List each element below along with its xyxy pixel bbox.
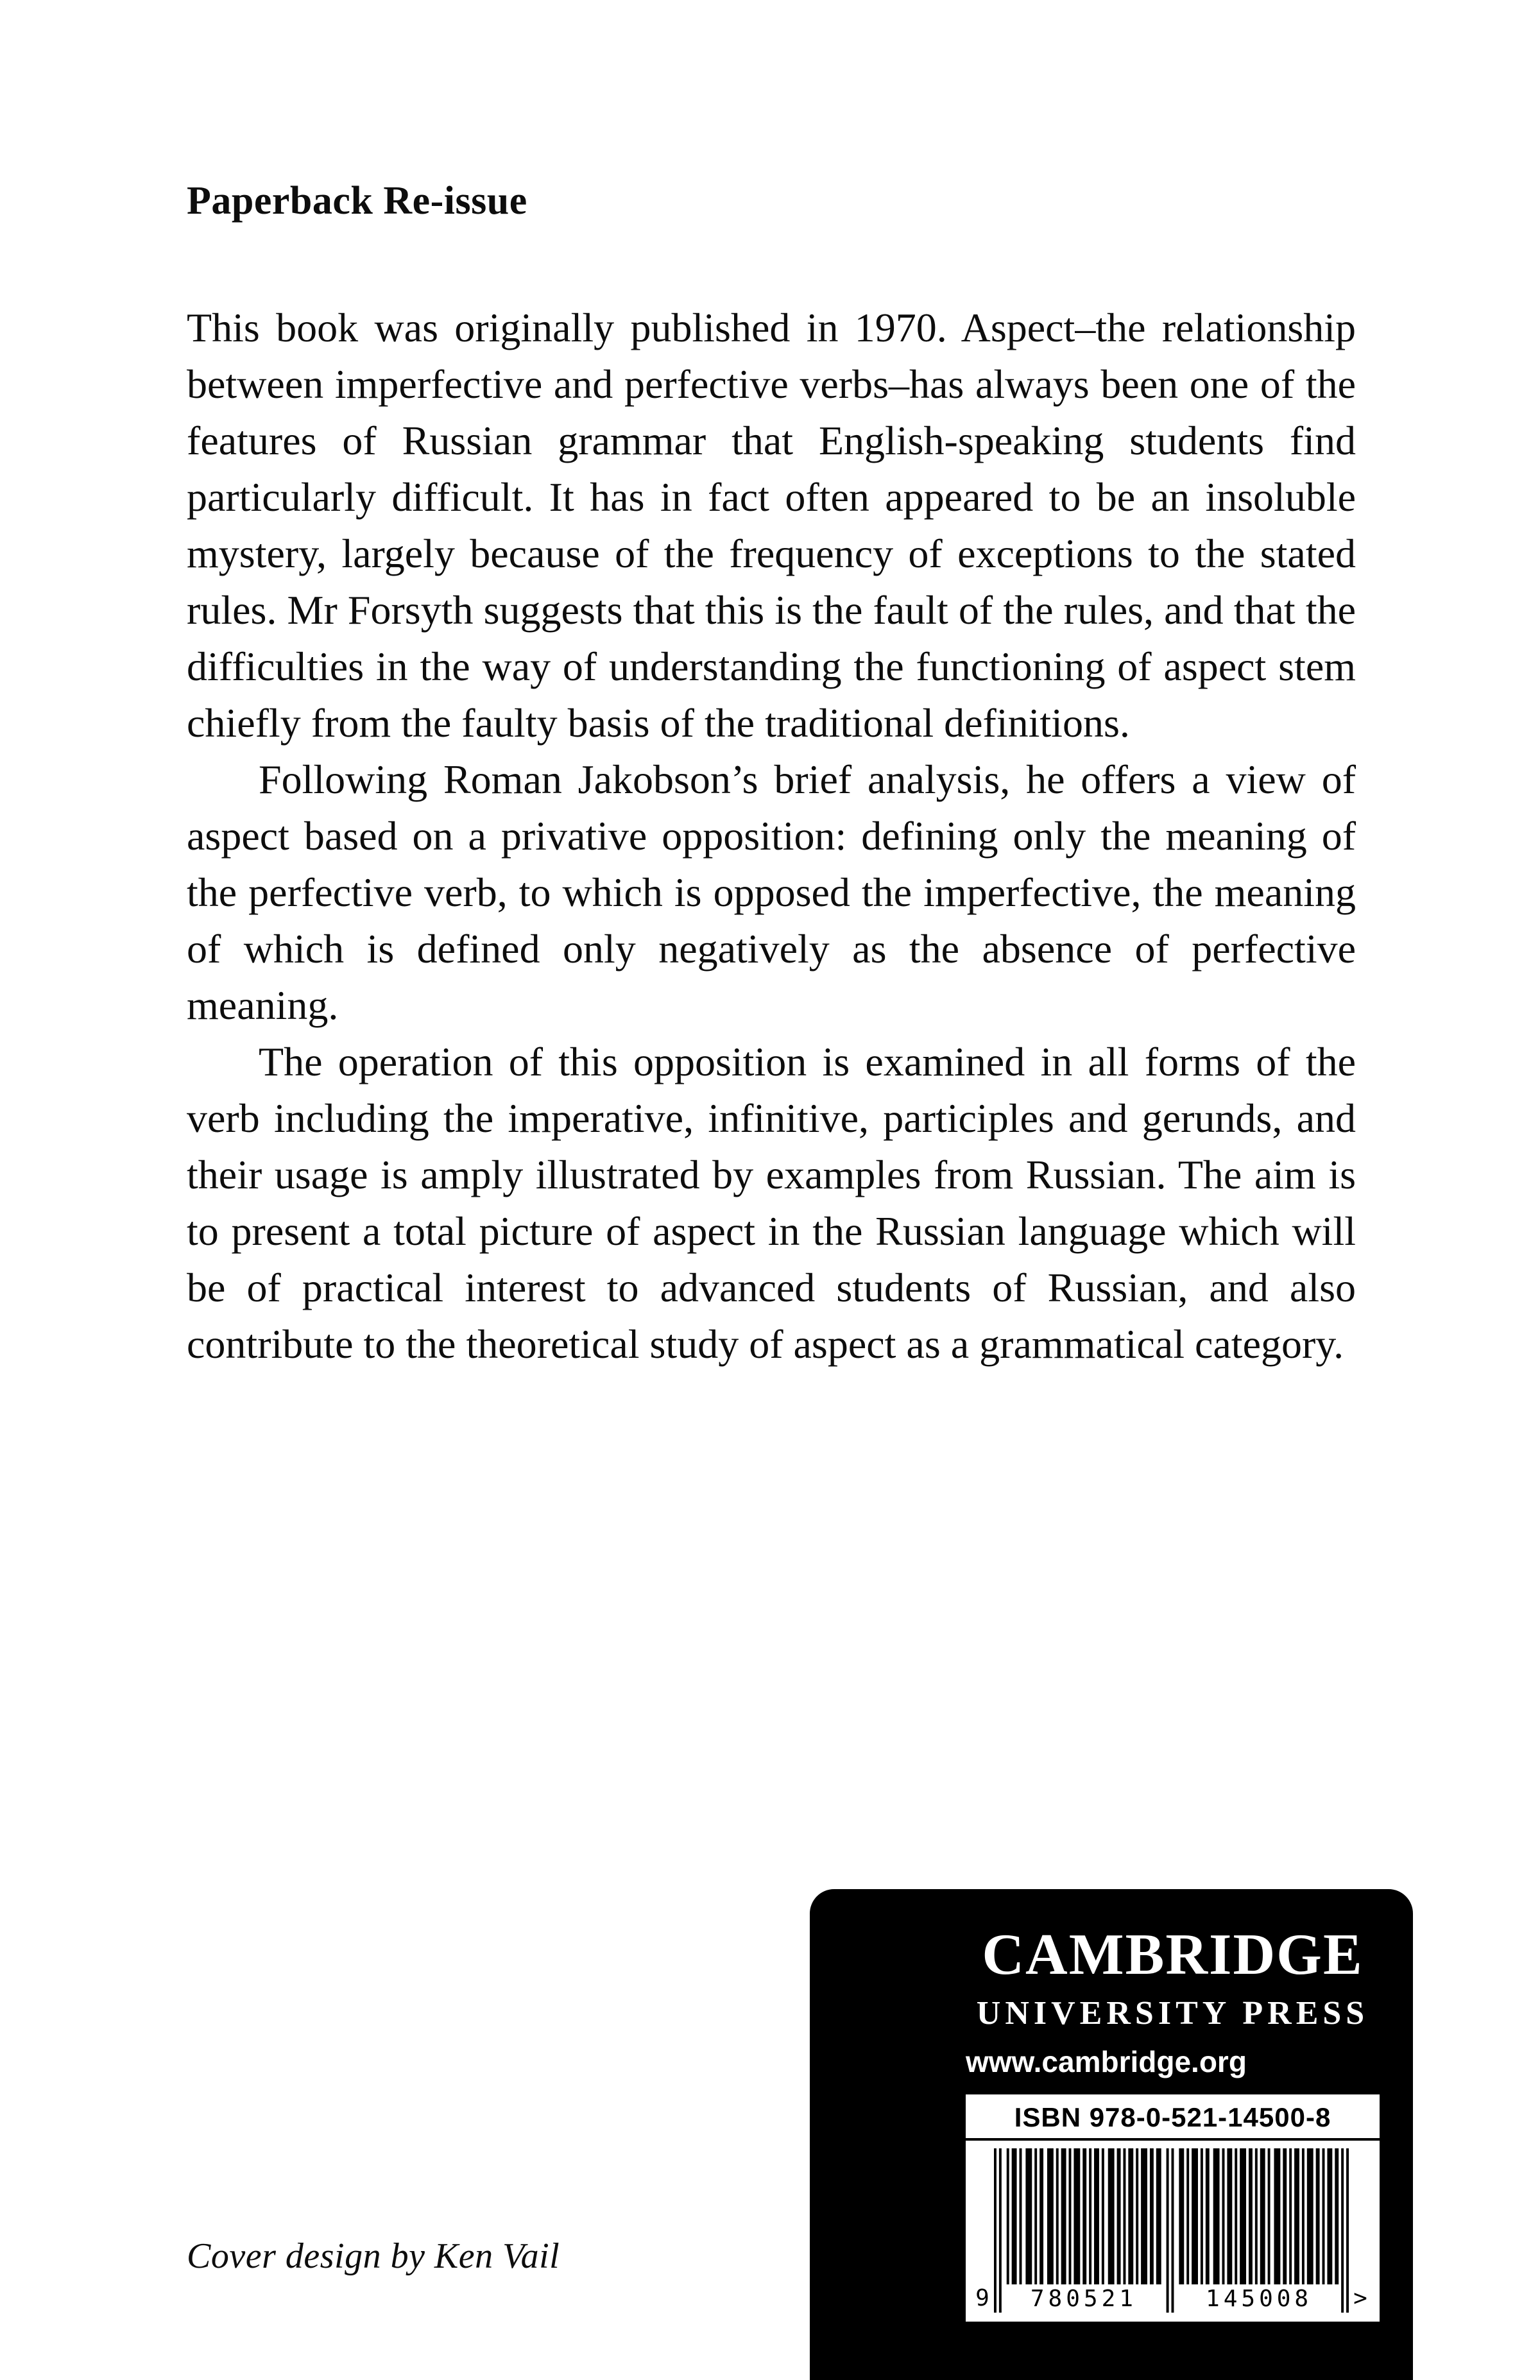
barcode-leading-digit: 9 [975, 2285, 989, 2311]
book-blurb-heading: Paperback Re-issue [187, 179, 527, 223]
publisher-name: CAMBRIDGE [982, 1922, 1364, 1987]
blurb-paragraph: The operation of this opposition is examined in all forms of the verb including the imperative, infinitive, participles and gerunds, and their usage is amply illustrated by examples from Russian. The aim is to present a total picture of aspect in the Russian language which will be of practical interest to advanced students of Russian, and also contribute to the theoretical study of aspect as a grammatical category. [187, 1039, 1356, 1367]
barcode-digits-group1: 780521 [1003, 2284, 1164, 2313]
publisher-content [966, 1924, 1380, 2322]
blurb-block [187, 178, 1356, 1373]
publisher-box [810, 1889, 1413, 2380]
barcode-suffix-chevron: > [1353, 2285, 1367, 2311]
publisher-subtitle: UNIVERSITY PRESS [976, 1995, 1369, 2032]
isbn-number: ISBN 978-0-521-14500-8 [1014, 2102, 1331, 2132]
isbn-panel [966, 2094, 1380, 2322]
blurb-text [187, 300, 1356, 1373]
blurb-paragraph: Following Roman Jakobson’s brief analysis, he offers a view of aspect based on a privative opposition: defining only the meaning of the perfective verb, to which is opposed the imperfective, the meaning of which is defined only negatively as the absence of perfective meaning. [187, 757, 1356, 1028]
cover-credit: Cover design by Ken Vail [187, 2236, 560, 2276]
publisher-url: www.cambridge.org [966, 2045, 1247, 2078]
isbn-divider [966, 2138, 1380, 2141]
barcode-image [994, 2148, 1349, 2313]
barcode [971, 2148, 1372, 2313]
barcode-digits-group2: 145008 [1179, 2284, 1340, 2313]
blurb-paragraph: This book was originally published in 1970. Aspect–the relationship between imperfective and perfective verbs–has always been one of the features of Russian grammar that English-speaking students find particularly difficult. It has in fact often appeared to be an insoluble mystery, largely because of the frequency of exceptions to the stated rules. Mr Forsyth suggests that this is the fault of the rules, and that the difficulties in the way of understanding the functioning of aspect stem chiefly from the faulty basis of the traditional definitions. [187, 305, 1356, 746]
